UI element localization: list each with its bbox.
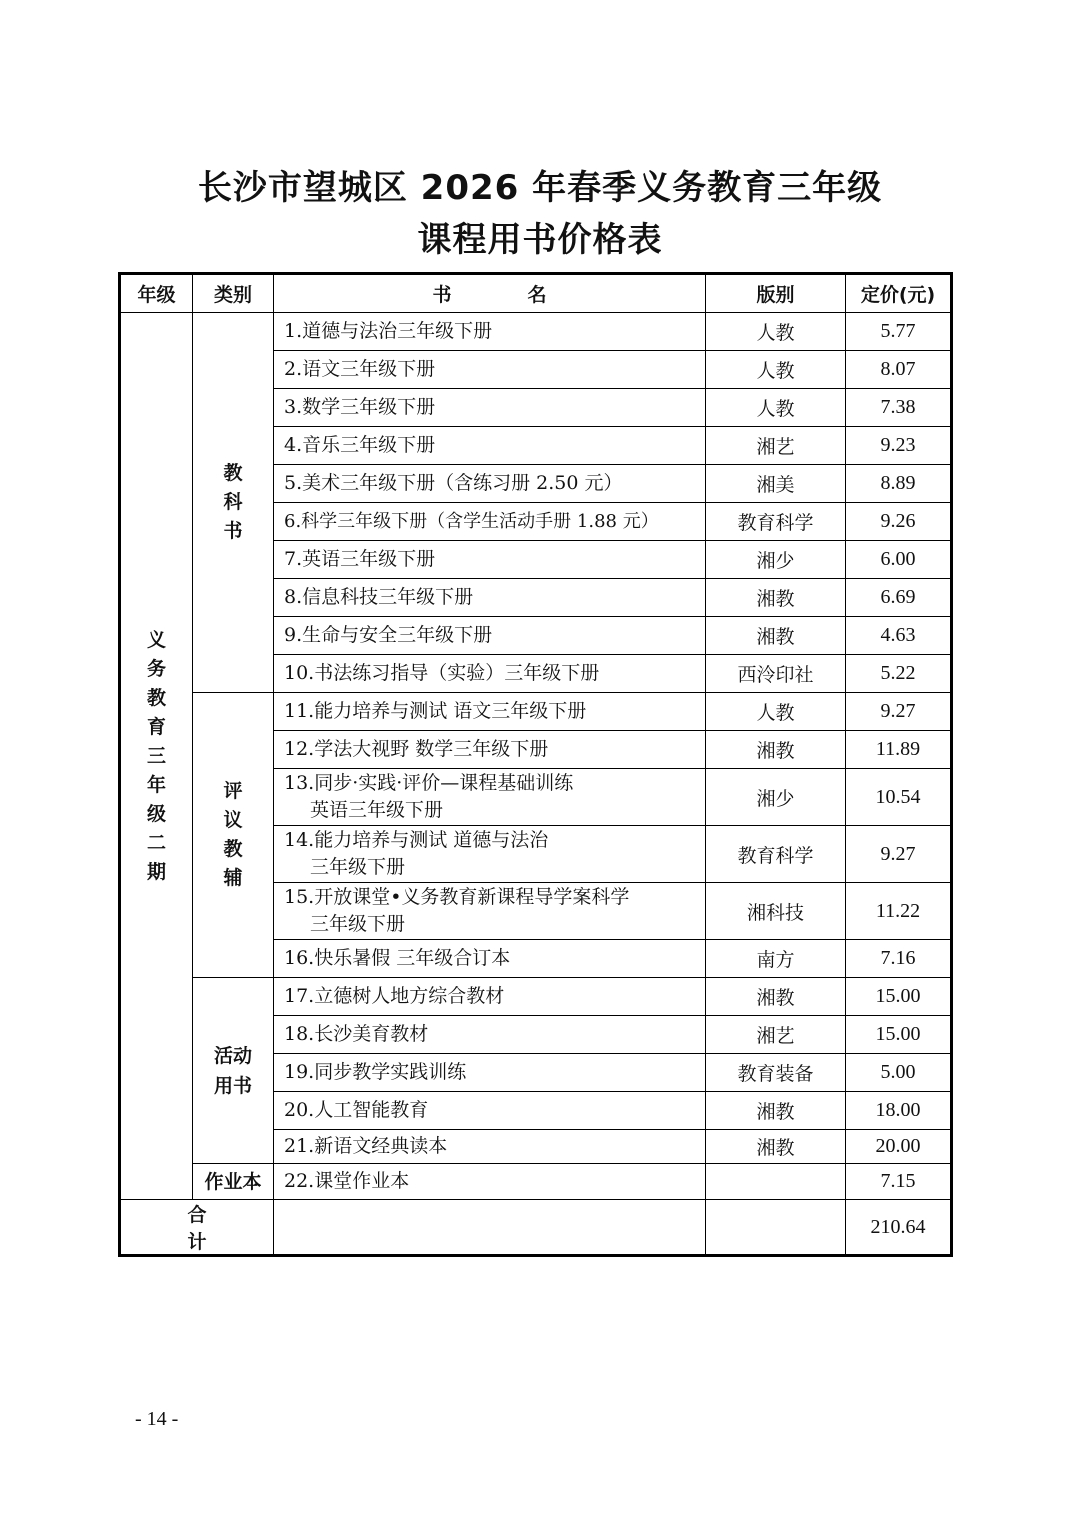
book-name: 9.生命与安全三年级下册	[274, 617, 706, 655]
header-grade: 年级	[120, 274, 193, 313]
book-name: 3.数学三年级下册	[274, 389, 706, 427]
book-name: 12.学法大视野 数学三年级下册	[274, 731, 706, 769]
book-name: 11.能力培养与测试 语文三年级下册	[274, 693, 706, 731]
price: 9.27	[846, 826, 952, 883]
publisher: 教育科学	[706, 826, 846, 883]
price: 18.00	[846, 1092, 952, 1130]
book-name-cell	[274, 826, 706, 883]
publisher: 人教	[706, 693, 846, 731]
price: 8.07	[846, 351, 952, 389]
header-book-name: 书 名	[274, 274, 706, 313]
total-price: 210.64	[846, 1200, 952, 1256]
header-publisher: 版别	[706, 274, 846, 313]
publisher: 湘美	[706, 465, 846, 503]
total-empty-publisher	[706, 1200, 846, 1256]
price: 9.23	[846, 427, 952, 465]
table-row	[120, 1164, 952, 1200]
publisher	[706, 1164, 846, 1200]
book-name: 1.道德与法治三年级下册	[274, 313, 706, 351]
book-name: 17.立德树人地方综合教材	[274, 978, 706, 1016]
price: 7.16	[846, 940, 952, 978]
price-table	[118, 272, 953, 1257]
book-name: 21.新语文经典读本	[274, 1130, 706, 1164]
price: 7.38	[846, 389, 952, 427]
total-empty-name	[274, 1200, 706, 1256]
price: 15.00	[846, 978, 952, 1016]
grade-cell	[120, 313, 193, 1200]
book-name-cell	[274, 769, 706, 826]
book-name: 14.能力培养与测试 道德与法治	[284, 829, 549, 851]
publisher: 湘少	[706, 541, 846, 579]
table-row	[120, 313, 952, 351]
publisher: 湘少	[706, 769, 846, 826]
book-name: 18.长沙美育教材	[274, 1016, 706, 1054]
price: 9.27	[846, 693, 952, 731]
price: 8.89	[846, 465, 952, 503]
header-category: 类别	[193, 274, 274, 313]
book-name: 13.同步·实践·评价—课程基础训练	[284, 772, 574, 794]
price: 11.89	[846, 731, 952, 769]
book-name: 8.信息科技三年级下册	[274, 579, 706, 617]
publisher: 人教	[706, 313, 846, 351]
publisher: 湘艺	[706, 1016, 846, 1054]
category-activity-label: 活动用书	[213, 1044, 252, 1097]
publisher: 人教	[706, 389, 846, 427]
price: 5.22	[846, 655, 952, 693]
price: 11.22	[846, 883, 952, 940]
table-row	[120, 978, 952, 1016]
category-homework: 作业本	[193, 1164, 274, 1200]
price: 6.69	[846, 579, 952, 617]
publisher: 教育科学	[706, 503, 846, 541]
book-name: 4.音乐三年级下册	[274, 427, 706, 465]
document-title-line2: 课程用书价格表	[417, 220, 663, 260]
book-name: 16.快乐暑假 三年级合订本	[274, 940, 706, 978]
price: 5.77	[846, 313, 952, 351]
publisher: 教育装备	[706, 1054, 846, 1092]
book-name: 19.同步教学实践训练	[274, 1054, 706, 1092]
grade-label: 义务教育三年级二期	[146, 628, 166, 883]
book-name: 22.课堂作业本	[274, 1164, 706, 1200]
category-evaluation-label: 评议教辅	[223, 780, 243, 889]
publisher: 湘教	[706, 1130, 846, 1164]
price: 9.26	[846, 503, 952, 541]
publisher: 湘艺	[706, 427, 846, 465]
table-header-row	[120, 274, 952, 313]
book-name-line2: 三年级下册	[310, 913, 406, 935]
category-textbook	[193, 313, 274, 693]
category-evaluation	[193, 693, 274, 978]
price: 5.00	[846, 1054, 952, 1092]
publisher: 人教	[706, 351, 846, 389]
book-name-cell	[274, 883, 706, 940]
book-name: 2.语文三年级下册	[274, 351, 706, 389]
price: 15.00	[846, 1016, 952, 1054]
book-name: 15.开放课堂•义务教育新课程导学案科学	[284, 886, 630, 908]
book-name-line2: 英语三年级下册	[310, 799, 444, 821]
book-name: 7.英语三年级下册	[274, 541, 706, 579]
price: 7.15	[846, 1164, 952, 1200]
total-label: 合计	[120, 1200, 274, 1256]
publisher: 湘教	[706, 731, 846, 769]
book-name: 10.书法练习指导（实验）三年级下册	[274, 655, 706, 693]
publisher: 湘教	[706, 1092, 846, 1130]
book-name-line2: 三年级下册	[310, 856, 406, 878]
total-row	[120, 1200, 952, 1256]
book-name: 5.美术三年级下册（含练习册 2.50 元）	[274, 465, 706, 503]
book-name: 20.人工智能教育	[274, 1092, 706, 1130]
publisher: 西泠印社	[706, 655, 846, 693]
price: 4.63	[846, 617, 952, 655]
price: 20.00	[846, 1130, 952, 1164]
document-title-line1: 长沙市望城区 2026 年春季义务教育三年级	[197, 168, 883, 208]
category-activity	[193, 978, 274, 1164]
price: 6.00	[846, 541, 952, 579]
publisher: 南方	[706, 940, 846, 978]
price: 10.54	[846, 769, 952, 826]
category-textbook-label: 教科书	[223, 462, 243, 542]
publisher: 湘教	[706, 579, 846, 617]
header-price: 定价(元)	[846, 274, 952, 313]
book-name: 6.科学三年级下册（含学生活动手册 1.88 元）	[274, 503, 706, 541]
publisher: 湘教	[706, 978, 846, 1016]
table-row	[120, 693, 952, 731]
publisher: 湘科技	[706, 883, 846, 940]
page-number: - 14 -	[135, 1408, 179, 1430]
publisher: 湘教	[706, 617, 846, 655]
